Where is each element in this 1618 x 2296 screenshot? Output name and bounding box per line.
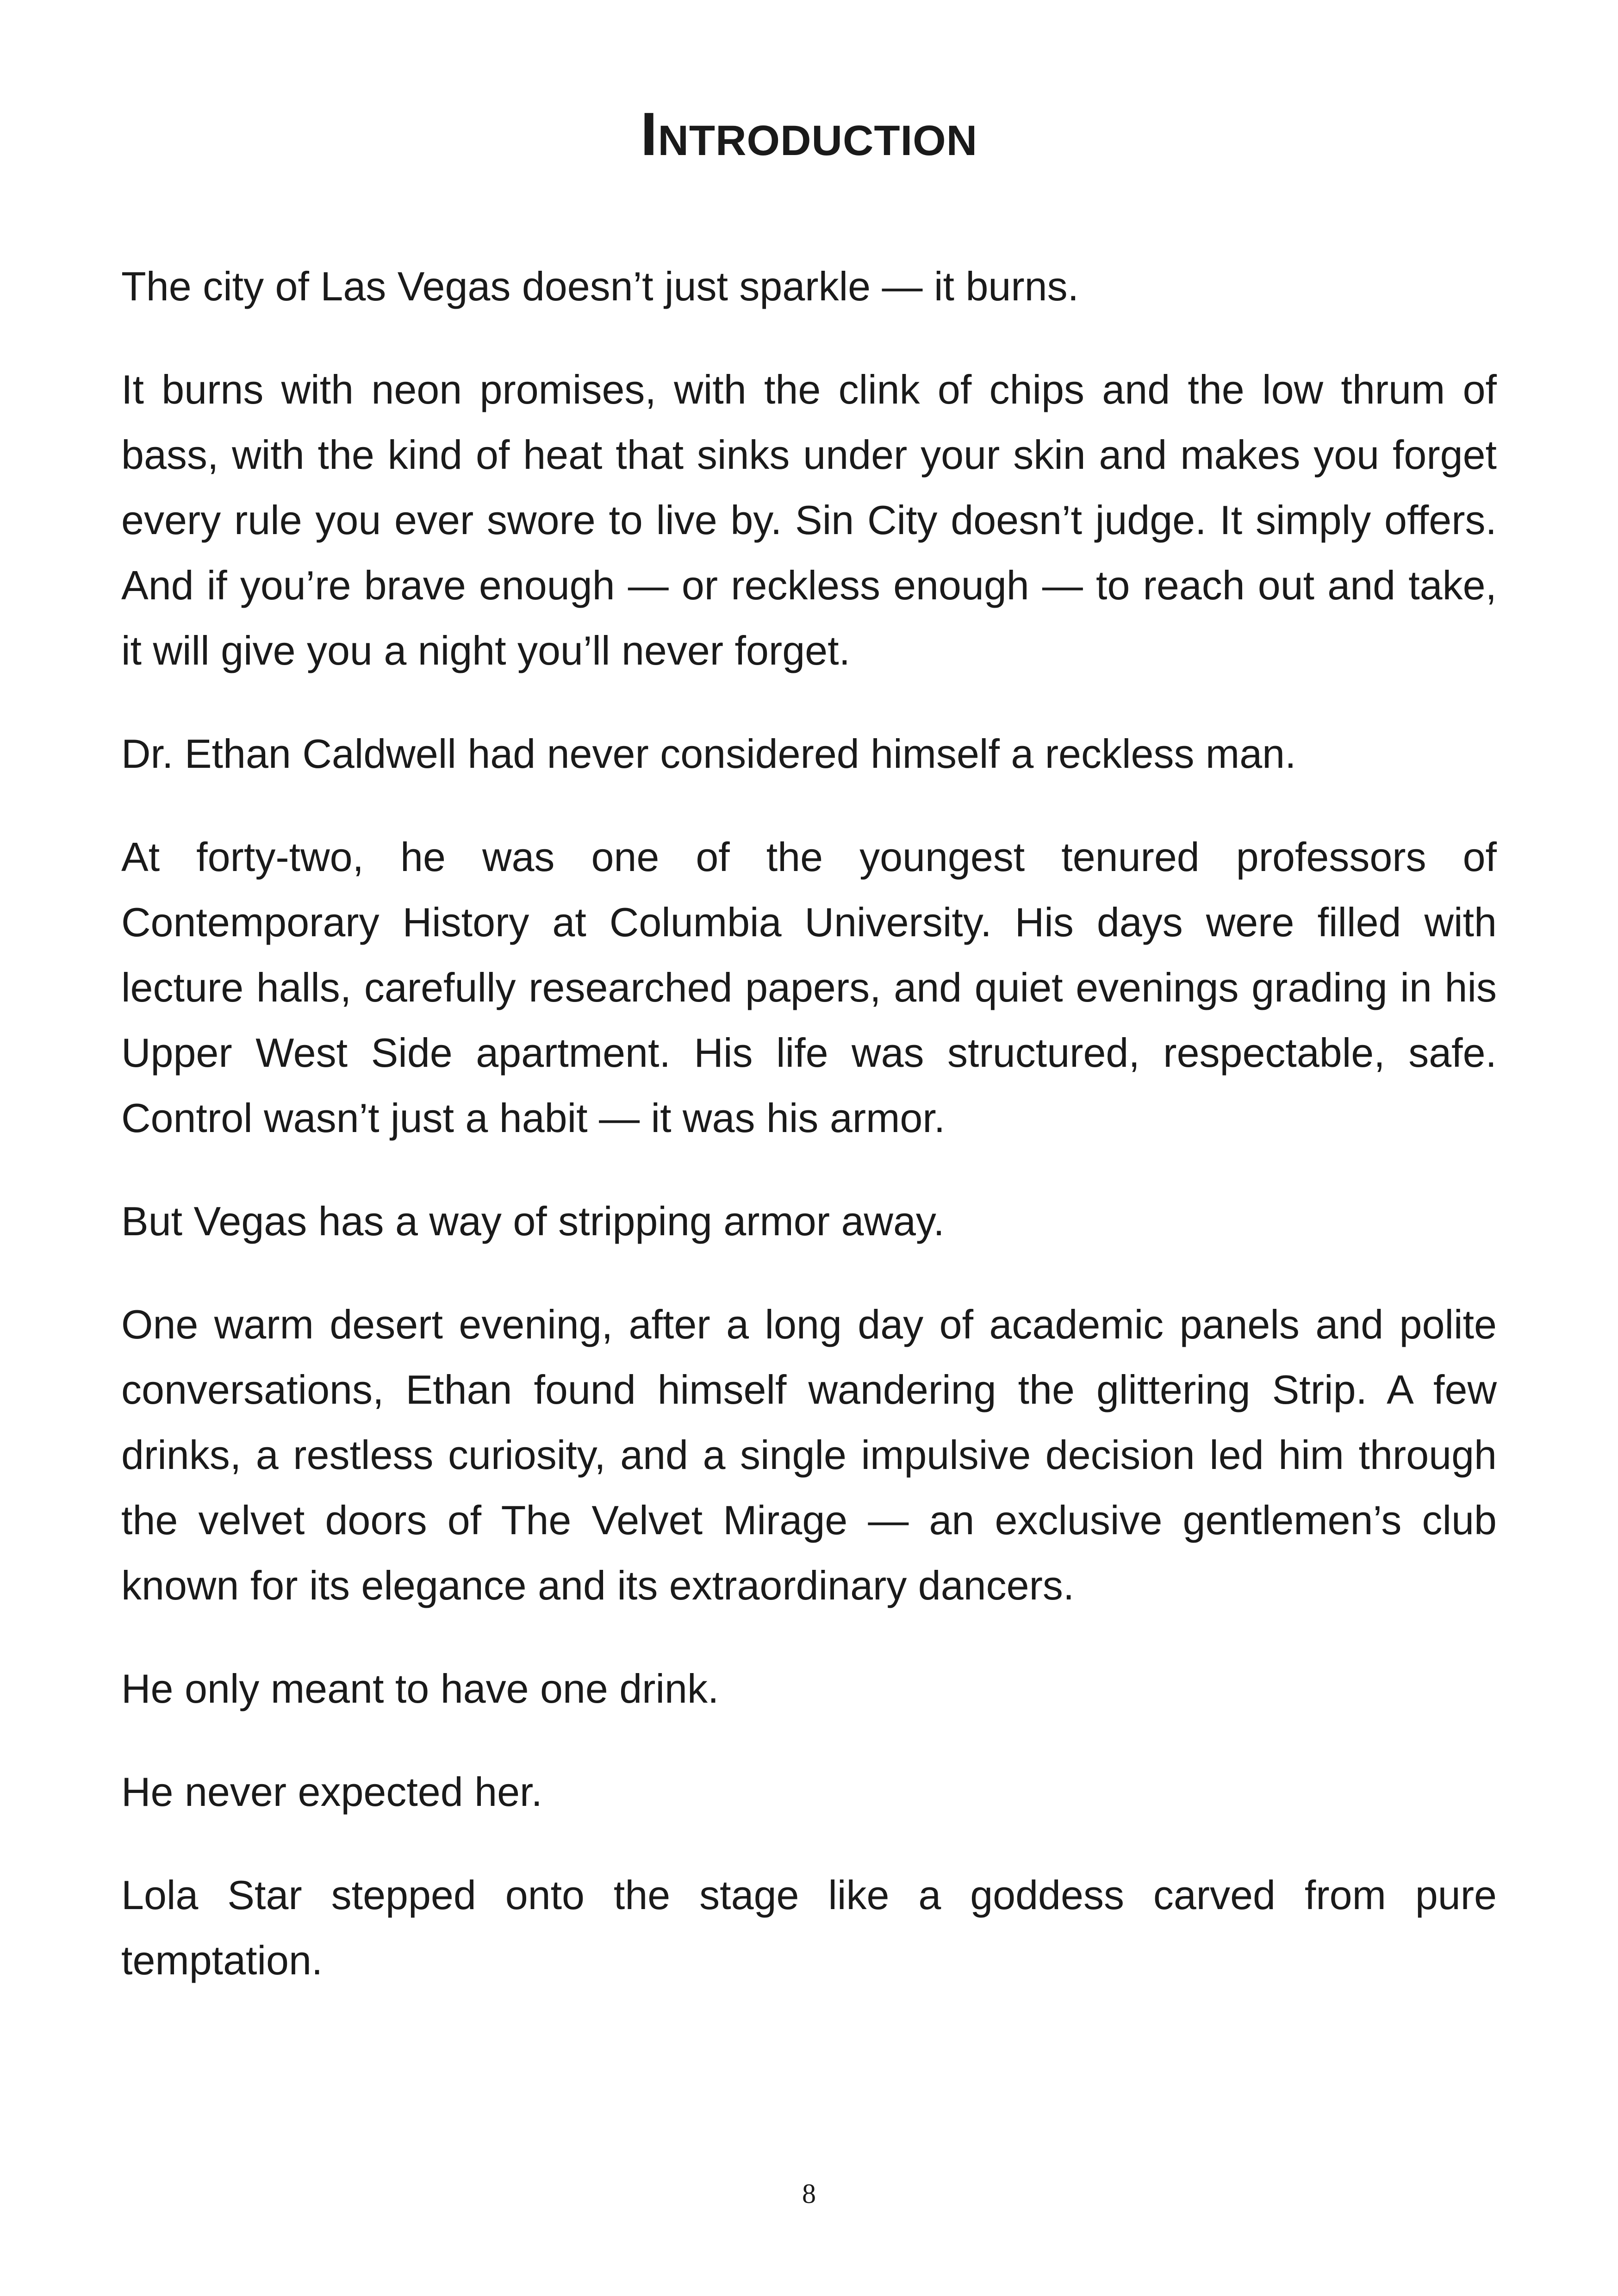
paragraph: Dr. Ethan Caldwell had never considered himself a reckless man. (121, 731, 1296, 777)
chapter-title: Introduction (640, 100, 978, 168)
page-number: 8 (802, 2178, 816, 2209)
paragraph: But Vegas has a way of stripping armor away. (121, 1198, 945, 1244)
paragraph: The city of Las Vegas doesn’t just sparkle — it burns. (121, 263, 1079, 309)
paragraph: One warm desert evening, after a long day of academic panels and polite conversations, Ethan found himself wandering the glittering Strip. A few drinks, a restless curiosity, and a single impulsive decision led him through the velvet doors of The Velvet Mirage — an exclusive gentlemen’s club known for its elegance and its extraordinary dancers. (121, 1301, 1497, 1608)
paragraph: At forty-two, he was one of the youngest tenured professors of Contemporary History at Columbia University. His days were filled with lecture halls, carefully researched papers, and quiet evenings grading in his Upper West Side apartment. His life was structured, respectable, safe. Control wasn’t just a habit — it was his armor. (121, 834, 1497, 1141)
paragraph: He never expected her. (121, 1769, 542, 1815)
chapter-body (121, 254, 1497, 2031)
paragraph: Lola Star stepped onto the stage like a goddess carved from pure temptation. (121, 1872, 1497, 1983)
paragraph: He only meant to have one drink. (121, 1666, 719, 1711)
paragraph: It burns with neon promises, with the clink of chips and the low thrum of bass, with the kind of heat that sinks under your skin and makes you forget every rule you ever swore to live by. Sin City doesn’t judge. It simply offers. And if you’re brave enough — or reckless enough — to reach out and take, it will give you a night you’ll never forget. (121, 367, 1497, 673)
